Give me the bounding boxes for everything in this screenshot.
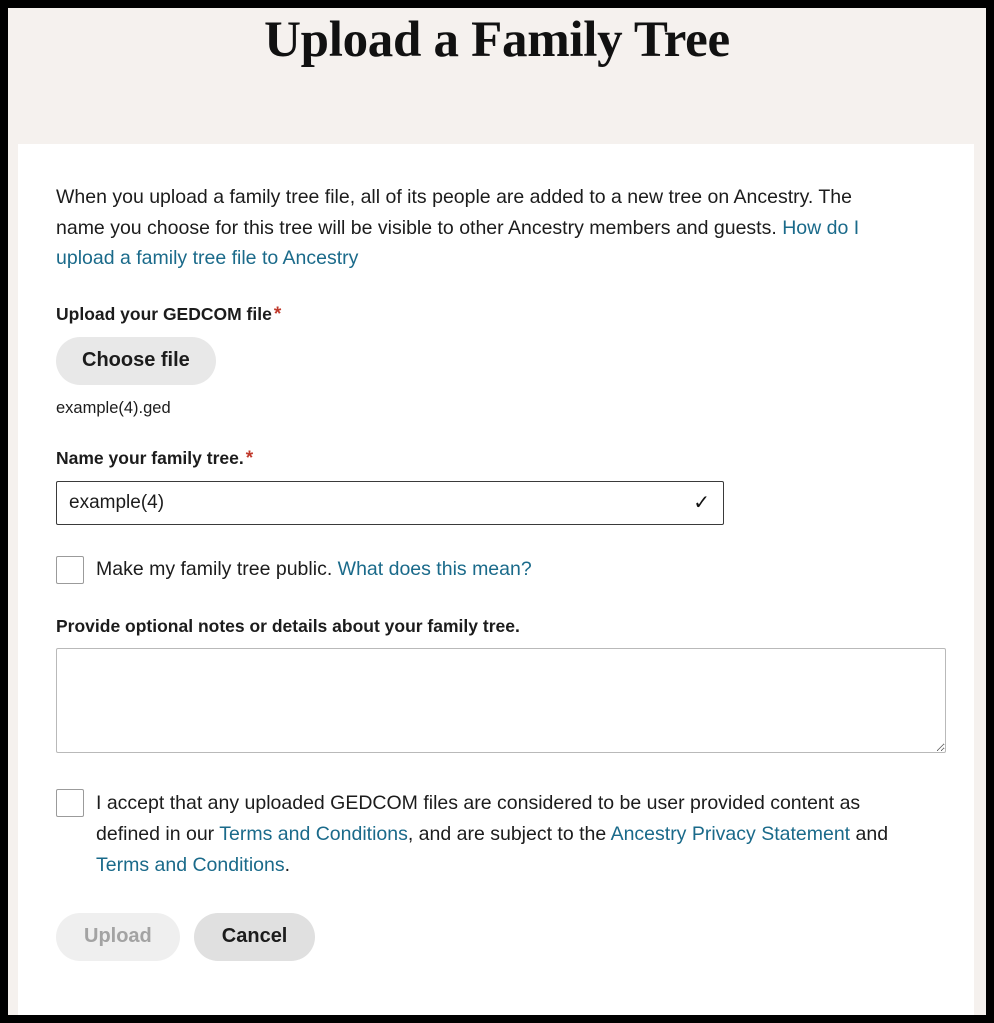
intro-paragraph	[56, 182, 886, 274]
dialog-actions	[56, 913, 936, 961]
accept-text-part1: I accept that any uploaded GEDCOM files are considered to be user provided content as defined in our	[96, 791, 861, 845]
make-public-checkbox[interactable]	[56, 556, 84, 584]
required-marker: *	[245, 447, 254, 469]
page-title: Upload a Family Tree	[264, 12, 730, 68]
tree-name-input[interactable]	[56, 481, 724, 525]
accept-text-part3: and	[850, 822, 889, 845]
tree-name-label-text: Name your family tree.	[56, 447, 244, 468]
what-does-this-mean-link[interactable]: What does this mean?	[337, 557, 532, 580]
accept-text-part4: .	[284, 853, 291, 876]
form-card	[18, 144, 974, 1015]
notes-textarea[interactable]	[56, 648, 946, 753]
intro-text: When you upload a family tree file, all of its people are added to a new tree on Ancestry. The name you choose for this tree will be visible to other Ancestry members and guests.	[56, 186, 852, 239]
tree-name-label	[56, 448, 936, 470]
required-marker: *	[273, 303, 282, 325]
upload-field-label-text: Upload your GEDCOM file	[56, 303, 272, 324]
terms-and-conditions-link-1[interactable]: Terms and Conditions	[219, 822, 408, 845]
choose-file-button[interactable]: Choose file	[56, 337, 216, 385]
cancel-button[interactable]: Cancel	[194, 913, 316, 961]
accept-terms-row	[56, 788, 936, 881]
accept-terms-checkbox[interactable]	[56, 789, 84, 817]
public-tree-row	[56, 555, 936, 584]
tree-name-input-wrap	[56, 481, 724, 525]
notes-label: Provide optional notes or details about your family tree.	[56, 615, 520, 636]
selected-file-name: example(4).ged	[56, 398, 171, 417]
upload-button[interactable]: Upload	[56, 913, 180, 961]
accept-text-part2: , and are subject to the	[407, 822, 611, 845]
make-public-label-text: Make my family tree public.	[96, 557, 333, 580]
terms-and-conditions-link-2[interactable]: Terms and Conditions	[96, 853, 285, 876]
accept-terms-text	[96, 788, 926, 881]
help-link[interactable]: How do I upload a family tree file to Ancestry	[56, 216, 860, 269]
make-public-label	[96, 555, 532, 583]
dialog-header	[8, 8, 986, 128]
valid-check-icon: ✓	[693, 491, 710, 514]
upload-field-label	[56, 304, 936, 326]
ancestry-privacy-statement-link[interactable]: Ancestry Privacy Statement	[610, 822, 851, 845]
